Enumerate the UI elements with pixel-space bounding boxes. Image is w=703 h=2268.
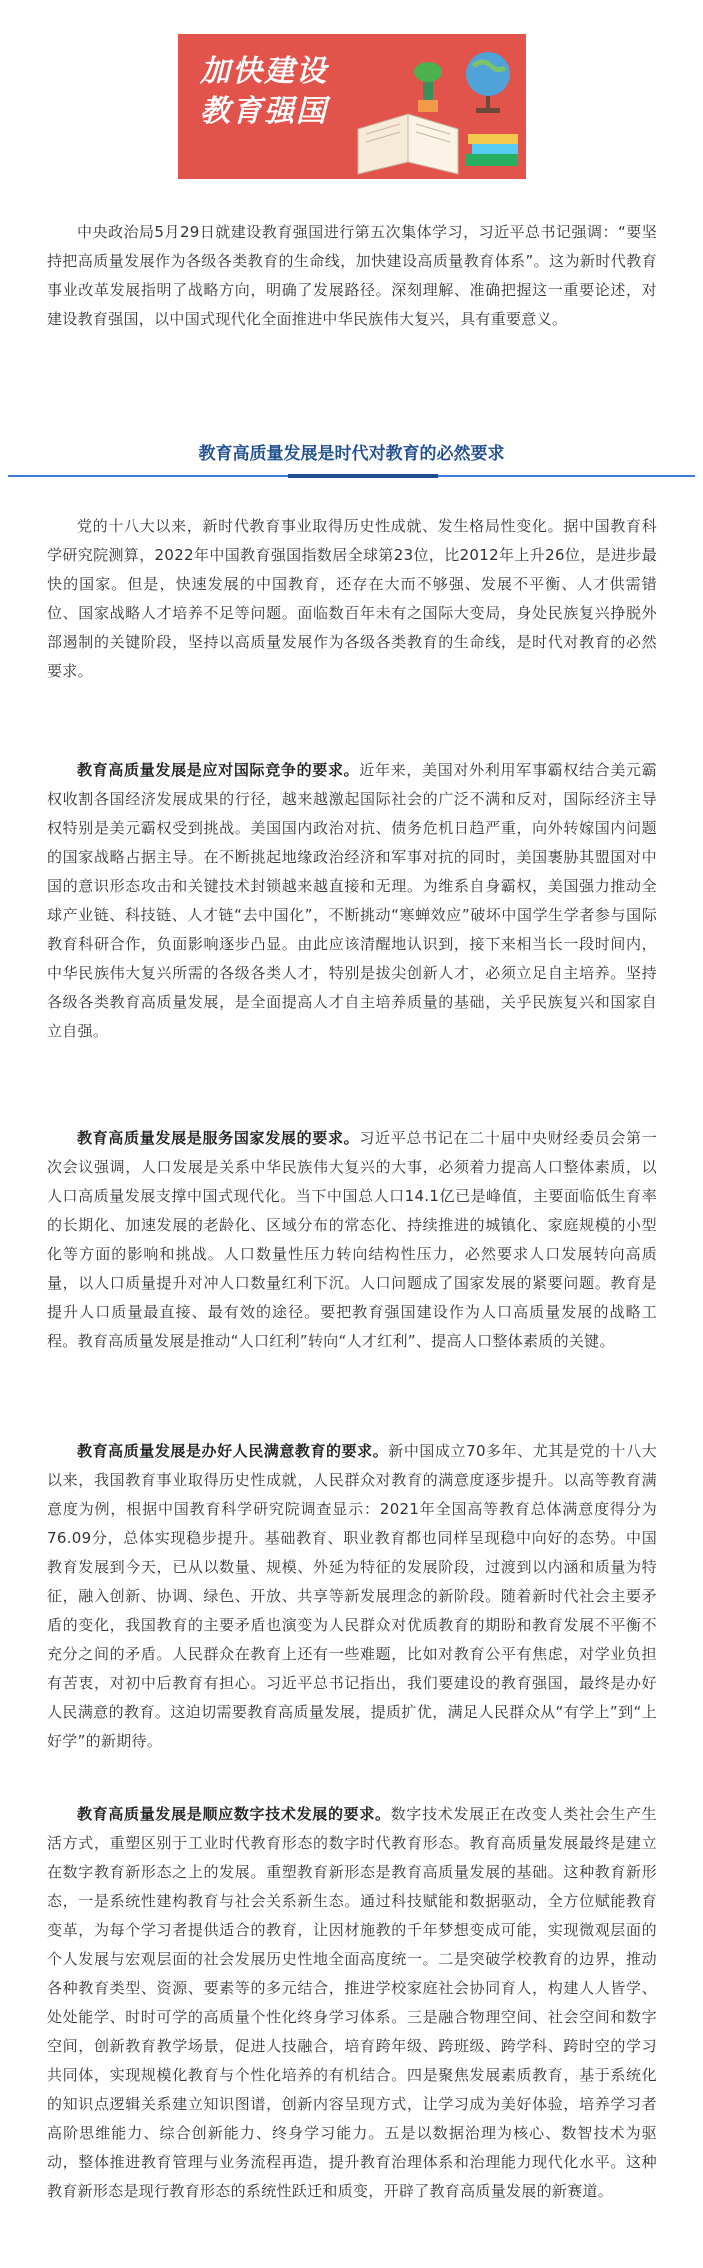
paragraph-2 bbox=[47, 756, 657, 1046]
paragraph-4 bbox=[47, 1437, 657, 1756]
banner-title bbox=[200, 52, 328, 132]
paragraph-body: 习近平总书记在二十届中央财经委员会第一次会议强调，人口发展是关系中华民族伟大复兴的大事，必须着力提高人口整体素质，以人口高质量发展支撑中国式现代化。当下中国总人口14.1亿已是峰值，主要面临低生育率的长期化、加速发展的老龄化、区域分布的常态化、持续推进的城镇化、家庭规模的小型化等方面的影响和挑战。人口数量性压力转向结构性压力，必然要求人口发展转向高质量，以人口质量提升对冲人口数量红利下沉。人口问题成了国家发展的紧要问题。教育是提升人口质量最直接、最有效的途径。要把教育强国建设作为人口高质量发展的战略工程。教育高质量发展是推动“人口红利”转向“人才红利”、提高人口整体素质的关键。 bbox=[47, 1129, 658, 1350]
paragraph-3 bbox=[47, 1124, 657, 1356]
section-heading: 教育高质量发展是时代对教育的必然要求 bbox=[198, 444, 505, 464]
section-divider bbox=[8, 475, 695, 477]
banner-title-line2: 教育强国 bbox=[200, 94, 328, 129]
paragraph-body: 数字技术发展正在改变人类社会生产生活方式，重塑区别于工业时代教育形态的数字时代教育形态。教育高质量发展最终是建立在数字教育新形态之上的发展。重塑教育新形态是教育高质量发展的基础。这种教育新形态，一是系统性建构教育与社会关系新生态。通过科技赋能和数据驱动，全方位赋能教育变革，为每个学习者提供适合的教育，让因材施教的千年梦想变成可能，实现微观层面的个人发展与宏观层面的社会发展历史性地全面高度统一。二是突破学校教育的边界，推动各种教育类型、资源、要素等的多元结合，推进学校家庭社会协同育人，构建人人皆学、处处能学、时时可学的高质量个性化终身学习体系。三是融合物理空间、社会空间和数字空间，创新教育教学场景，促进人技融合，培育跨年级、跨班级、跨学科、跨时空的学习共同体，实现规模化教育与个性化培养的有机结合。四是聚焦发展素质教育，基于系统化的知识点逻辑关系建立知识图谱，创新内容呈现方式，让学习成为美好体验，培养学习者高阶思维能力、综合创新能力、终身学习能力。五是以数据治理为核心、数智技术为驱动，整体推进教育管理与业务流程再造，提升教育治理体系和治理能力现代化水平。这种教育新形态是现行教育形态的系统性跃迁和质变，开辟了教育高质量发展的新赛道。 bbox=[47, 1805, 657, 2200]
intro-paragraph: 中央政治局5月29日就建设教育强国进行第五次集体学习，习近平总书记强调：“要坚持把高质量发展作为各级各类教育的生命线，加快建设高质量教育体系”。这为新时代教育事业改革发展指明了战略方向，明确了发展路径。深刻理解、准确把握这一重要论述，对建设教育强国，以中国式现代化全面推进中华民族伟大复兴，具有重要意义。 bbox=[47, 223, 657, 328]
paragraph-text bbox=[47, 756, 657, 1046]
paragraph-body: 近年来，美国对外利用军事霸权结合美元霸权收割各国经济发展成果的行径，越来越激起国际社会的广泛不满和反对，国际经济主导权特别是美元霸权受到挑战。美国国内政治对抗、债务危机日趋严重，向外转嫁国内问题的国家战略占据主导。在不断挑起地缘政治经济和军事对抗的同时，美国裹胁其盟国对中国的意识形态攻击和关键技术封锁越来越直接和无理。为维系自身霸权，美国强力推动全球产业链、科技链、人才链“去中国化”，不断挑动“寒蝉效应”破坏中国学生学者参与国际教育科研合作，负面影响逐步凸显。由此应该清醒地认识到，接下来相当长一段时间内，中华民族伟大复兴所需的各级各类人才，特别是拔尖创新人才，必须立足自主培养。坚持各级各类教育高质量发展，是全面提高人才自主培养质量的基础，关乎民族复兴和国家自立自强。 bbox=[47, 761, 658, 1040]
paragraph-1 bbox=[47, 512, 657, 686]
intro-section bbox=[47, 218, 657, 334]
paragraph-5 bbox=[47, 1800, 657, 2206]
banner-title-line1: 加快建设 bbox=[200, 54, 328, 89]
paragraph-text bbox=[47, 1800, 657, 2206]
paragraph-lead: 教育高质量发展是服务国家发展的要求。 bbox=[77, 1129, 360, 1147]
header-banner bbox=[178, 34, 526, 179]
paragraph-lead: 教育高质量发展是应对国际竞争的要求。 bbox=[77, 761, 360, 779]
paragraph-text bbox=[47, 512, 657, 686]
paragraph-lead: 教育高质量发展是顺应数字技术发展的要求。 bbox=[77, 1805, 391, 1823]
paragraph-text bbox=[47, 1124, 657, 1356]
books-and-globe-illustration bbox=[338, 34, 526, 179]
paragraph-body: 新中国成立70多年、尤其是党的十八大以来，我国教育事业取得历史性成就，人民群众对教育的满意度逐步提升。以高等教育满意度为例，根据中国教育科学研究院调查显示：2021年全国高等教育总体满意度得分为76.09分，总体实现稳步提升。基础教育、职业教育都也同样呈现稳中向好的态势。中国教育发展到今天，已从以数量、规模、外延为特征的发展阶段，过渡到以内涵和质量为特征，融入创新、协调、绿色、开放、共享等新发展理念的新阶段。随着新时代社会主要矛盾的变化，我国教育的主要矛盾也演变为人民群众对优质教育的期盼和教育发展不平衡不充分之间的矛盾。人民群众在教育上还有一些难题，比如对教育公平有焦虑，对学业负担有苦衷，对初中后教育有担心。习近平总书记指出，我们要建设的教育强国，最终是办好人民满意的教育。这迫切需要教育高质量发展，提质扩优，满足人民群众从“有学上”到“上好学”的新期待。 bbox=[47, 1442, 657, 1750]
paragraph-lead: 教育高质量发展是办好人民满意教育的要求。 bbox=[77, 1442, 389, 1460]
paragraph-body: 党的十八大以来，新时代教育事业取得历史性成就、发生格局性变化。据中国教育科学研究院测算，2022年中国教育强国指数居全球第23位，比2012年上升26位，是进步最快的国家。但是，快速发展的中国教育，还存在大而不够强、发展不平衡、人才供需错位、国家战略人才培养不足等问题。面临数百年未有之国际大变局，身处民族复兴挣脱外部遏制的关键阶段，坚持以高质量发展作为各级各类教育的生命线，是时代对教育的必然要求。 bbox=[47, 517, 657, 680]
paragraph-text bbox=[47, 1437, 657, 1756]
